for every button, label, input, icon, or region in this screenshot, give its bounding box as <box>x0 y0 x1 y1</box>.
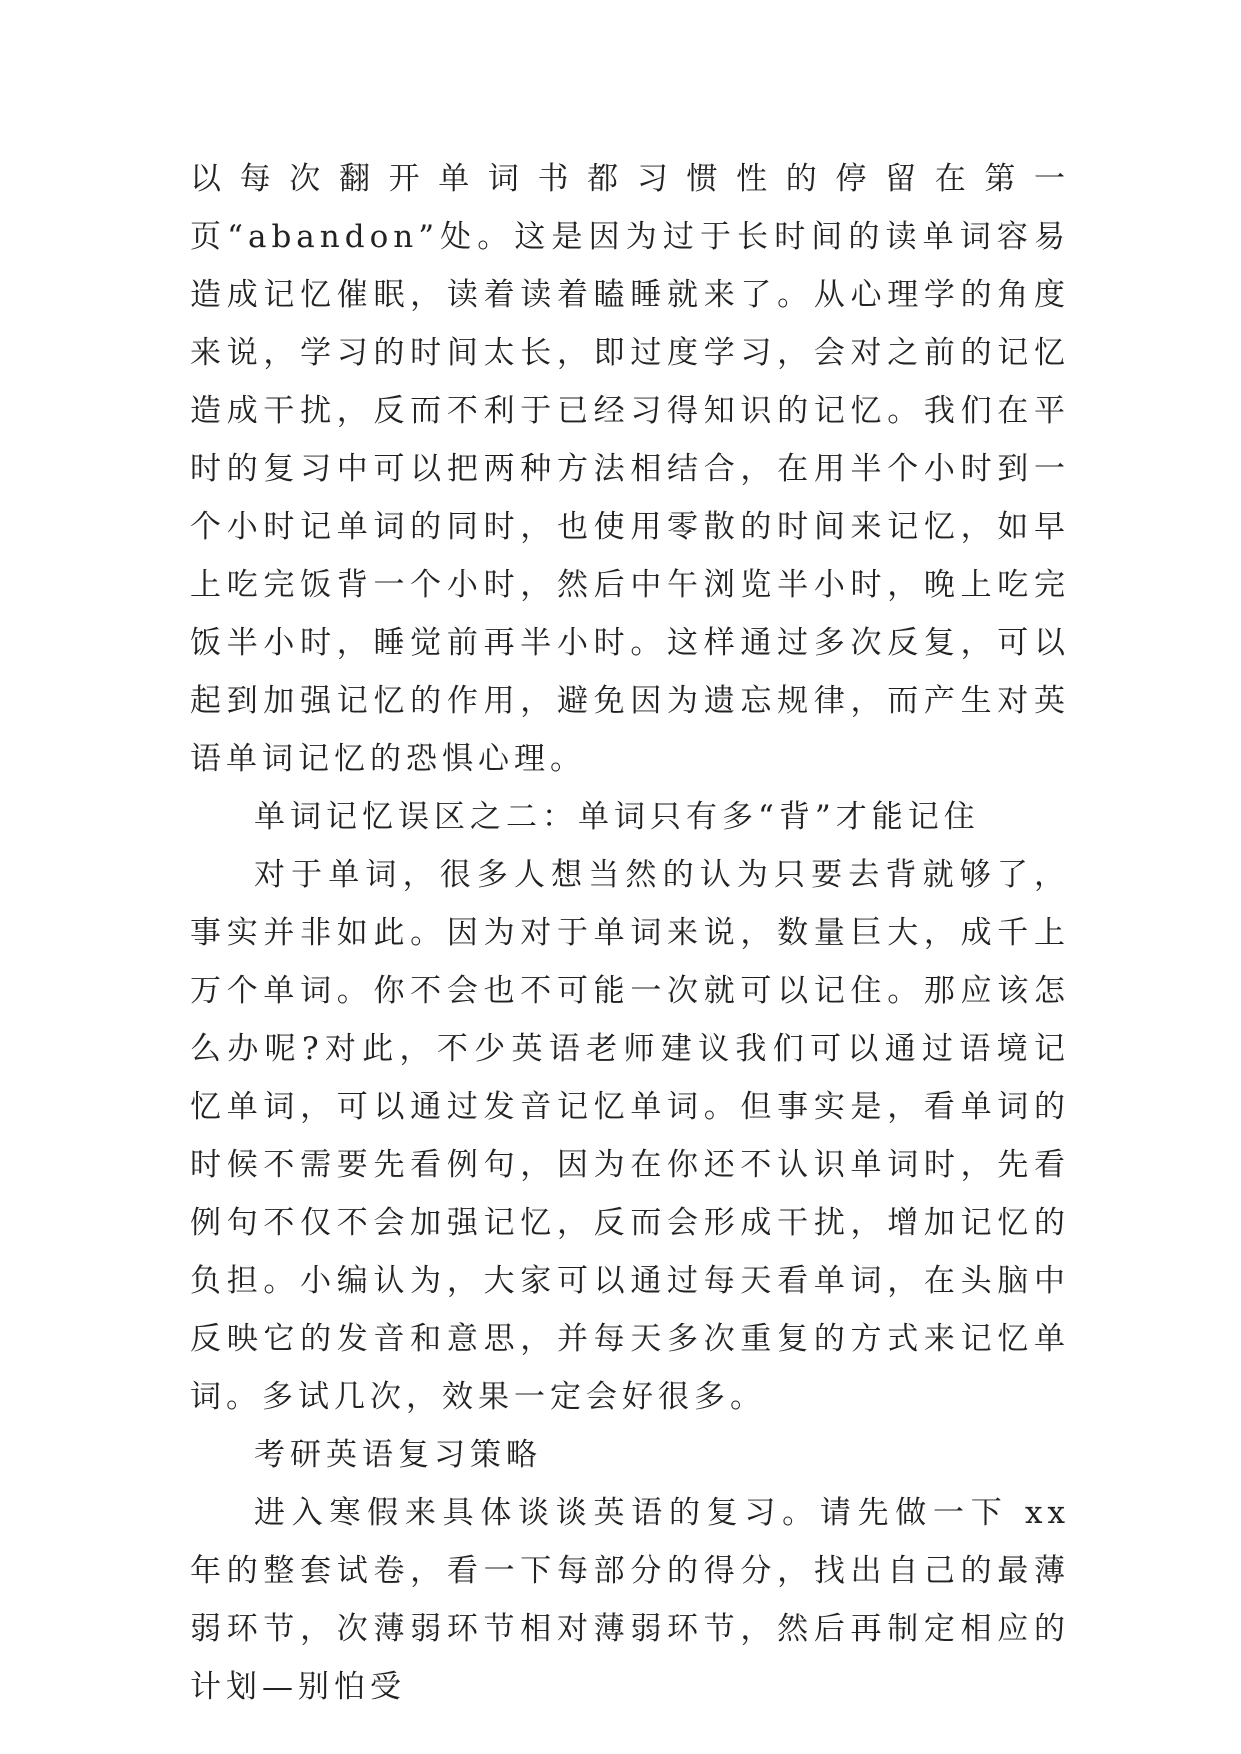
section-heading-review-strategy: 考研英语复习策略 <box>254 1437 542 1473</box>
paragraph-vocab-memory-continued: 以每次翻开单词书都习惯性的停留在第一页“abandon”处。这是因为过于长时间的读单词容易造成记忆催眠，读着读着瞌睡就来了。从心理学的角度来说，学习的时间太长，即过度学习，会对之前的记忆造成干扰，反而不利于已经习得知识的记忆。我们在平时的复习中可以把两种方法相结合，在用半个小时到一个小时记单词的同时，也使用零散的时间来记忆，如早上吃完饭背一个小时，然后中午浏览半小时，晚上吃完饭半小时，睡觉前再半小时。这样通过多次反复，可以起到加强记忆的作用，避免因为遗忘规律，而产生对英语单词记忆的恐惧心理。 <box>190 161 1070 777</box>
paragraph-misconception-two: 对于单词，很多人想当然的认为只要去背就够了，事实并非如此。因为对于单词来说，数量巨大，成千上万个单词。你不会也不可能一次就可以记住。那应该怎么办呢?对此，不少英语老师建议我们可以通过语境记忆单词，可以通过发音记忆单词。但事实是，看单词的时候不需要先看例句，因为在你还不认识单词时，先看例句不仅不会加强记忆，反而会形成干扰，增加记忆的负担。小编认为，大家可以通过每天看单词，在头脑中反映它的发音和意思，并每天多次重复的方式来记忆单词。多试几次，效果一定会好很多。 <box>190 857 1070 1415</box>
paragraph-review-strategy: 进入寒假来具体谈谈英语的复习。请先做一下 xx 年的整套试卷，看一下每部分的得分，找出自己的最薄弱环节，次薄弱环节相对薄弱环节，然后再制定相应的计划—别怕受 <box>190 1495 1070 1705</box>
document-body <box>190 150 1070 1716</box>
section-heading-misconception-two: 单词记忆误区之二：单词只有多“背”才能记住 <box>254 799 980 835</box>
